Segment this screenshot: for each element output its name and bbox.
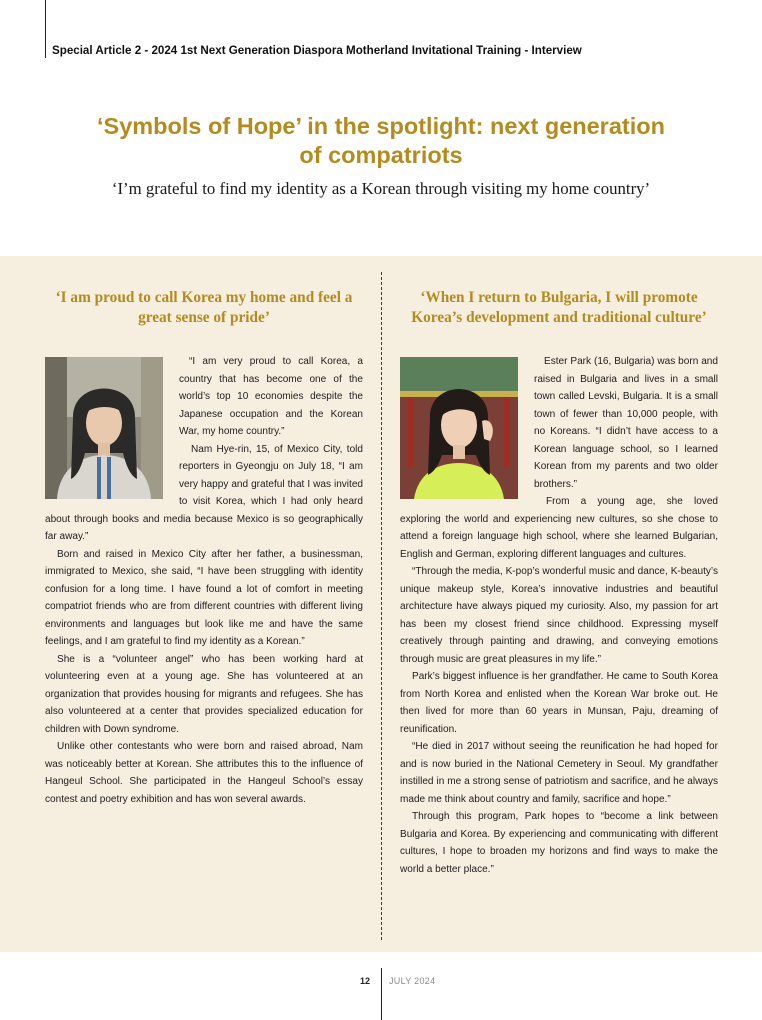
- right-paragraph: Park’s biggest influence is her grandfather. He came to South Korea from North Korea and enlisted when the Korean War broke out. He then lived for more than 60 years in Munsan, Paju, dreaming of reunification.: [400, 671, 718, 735]
- right-paragraph: From a young age, she loved exploring the world and experiencing new cultures, so she chose to attend a foreign language high school, where she learned Bulgarian, English and German, exploring different languages and cultures.: [400, 496, 718, 560]
- article-title-line2: of compatriots: [299, 142, 463, 168]
- right-column: [400, 288, 718, 878]
- portrait-nam-hye-rin: [45, 357, 163, 499]
- left-heading-line1: ‘I am proud to call Korea my home and feel a: [55, 289, 353, 306]
- left-heading-line2: great sense of pride’: [138, 309, 270, 326]
- right-column-heading: [400, 288, 718, 328]
- left-article-body: [45, 353, 363, 808]
- header-rule: [45, 0, 46, 58]
- right-heading-line2: Korea’s development and traditional culture’: [411, 309, 707, 326]
- left-paragraph: She is a “volunteer angel” who has been working hard at volunteering even at a young age. She has volunteered at an organization that provides housing for migrants and refugees. She has also volunteered at a center that provides specialized education for children with Down syndrome.: [45, 653, 363, 735]
- right-paragraph: “He died in 2017 without seeing the reunification he had hoped for and is now buried in the National Cemetery in Seoul. My grandfather instilled in me a strong sense of patriotism and sacrifice, and he always made me think about country and family, sacrifice and hope.”: [400, 741, 718, 805]
- article-title-line1: ‘Symbols of Hope’ in the spotlight: next generation: [97, 113, 665, 139]
- left-column-heading: [45, 288, 363, 328]
- article-title: [60, 112, 702, 170]
- footer-rule: [381, 968, 382, 1020]
- right-paragraph: Ester Park (16, Bulgaria) was born and raised in Bulgaria and lives in a small town called Levski, Bulgaria. It is a small town of fewer than 10,000 people, with no Koreans. “I didn’t have access to a Korean language school, so I learned Korean from my parents and two older brothers.”: [534, 356, 718, 490]
- left-column: [45, 288, 363, 808]
- article-subtitle: ‘I’m grateful to find my identity as a Korean through visiting my home country’: [111, 179, 651, 198]
- issue-date: JULY 2024: [389, 976, 436, 986]
- right-article-body: [400, 353, 718, 878]
- right-paragraph: “Through the media, K-pop’s wonderful music and dance, K-beauty’s unique makeup style, Korea’s innovative industries and beautiful architecture have always piqued my curiosity. Also, my passion for art has been my closest friend since childhood. Expressing myself creatively through painting and drawing, and conveying emotions through music are great pleasures in my life.”: [400, 566, 718, 665]
- right-paragraph: Through this program, Park hopes to “become a link between Bulgaria and Korea. By experiencing and communicating with different cultures, I hope to broaden my horizons and find ways to make the world a better place.”: [400, 811, 718, 875]
- right-heading-line1: ‘When I return to Bulgaria, I will promote: [420, 289, 698, 306]
- column-divider: [381, 272, 382, 940]
- portrait-ester-park-image: [400, 357, 518, 499]
- left-paragraph: “I am very proud to call Korea, a country that has become one of the world’s top 10 economies despite the Japanese occupation and the Korean War, my home country.”: [179, 356, 363, 437]
- section-label: Special Article 2 - 2024 1st Next Generation Diaspora Motherland Invitational Training - Interview: [52, 44, 582, 57]
- page-number: 12: [360, 976, 371, 986]
- portrait-nam-hye-rin-image: [45, 357, 163, 499]
- left-paragraph: Nam Hye-rin, 15, of Mexico City, told reporters in Gyeongju on July 18, “I am very happy and grateful that I was invited to visit Korea, which I had only heard about through books and media because Mexico is so geographically far away.”: [45, 443, 363, 542]
- left-paragraph: Born and raised in Mexico City after her father, a businessman, immigrated to Mexico, she said, “I have been struggling with identity confusion for a long time. I have found a lot of comfort in meeting compatriot friends who are from different countries with different living environments and languages but look like me and have the same feelings, and I am grateful to find my identity as a Korean.”: [45, 548, 363, 647]
- left-paragraph: Unlike other contestants who were born and raised abroad, Nam was noticeably better at Korean. She attributes this to the influence of Hangeul School. She participated in the Hangeul School’s essay contest and poetry exhibition and has won several awards.: [45, 741, 363, 805]
- portrait-ester-park: [400, 357, 518, 499]
